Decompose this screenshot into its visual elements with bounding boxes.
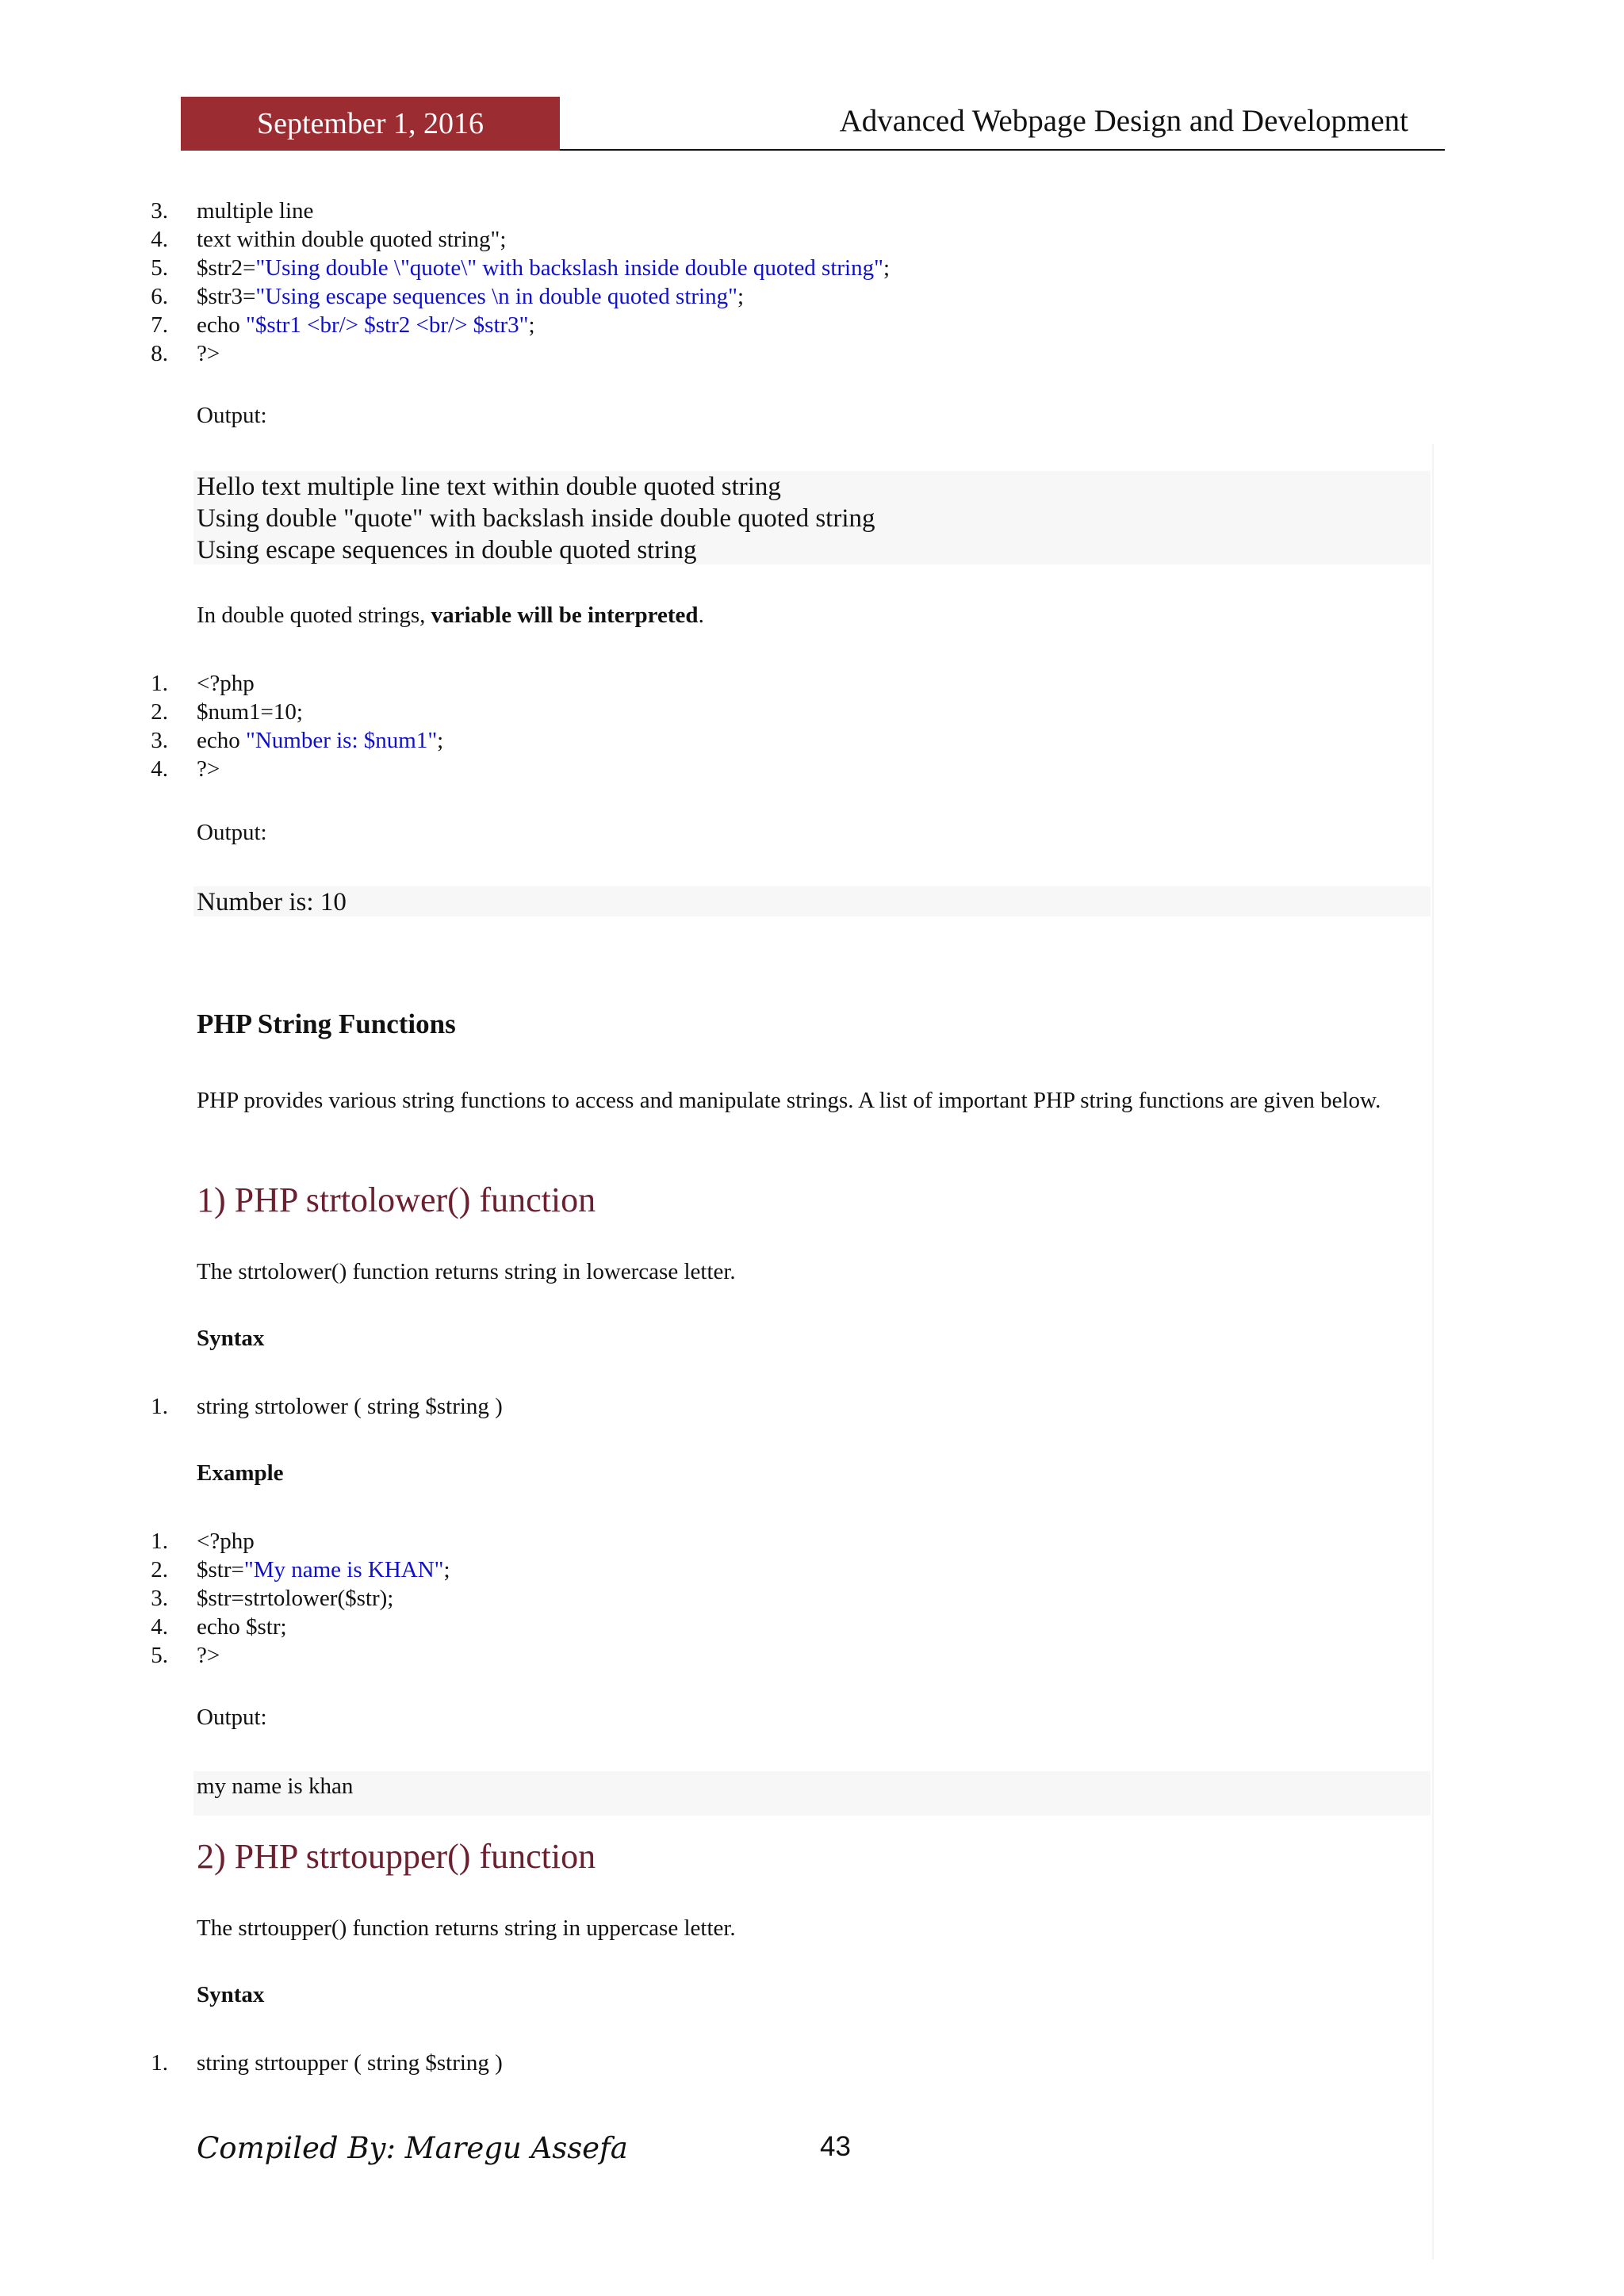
section-intro: PHP provides various string functions to access and manipulate strings. A list of important PHP string functions are given below. [197,1088,1381,1113]
footer-compiled-by: Compiled By: Maregu Assefa [197,2131,628,2165]
line-number: 4. [151,1614,168,1640]
interpretation-note: In double quoted strings, variable will be interpreted. [197,603,704,628]
syntax-label: Syntax [197,1982,265,2007]
line-number: 8. [151,341,168,366]
page-edge-shadow [1432,444,1434,2260]
code-text: string strtoupper ( string $string ) [197,2050,503,2076]
line-number: 4. [151,756,168,782]
function-description: The strtoupper() function returns string in uppercase letter. [197,1915,736,1941]
line-number: 1. [151,2050,168,2076]
line-number: 7. [151,312,168,338]
code-text: $num1=10; [197,699,303,725]
line-number: 6. [151,284,168,309]
output-label: Output: [197,403,267,428]
code-text: $str=strtolower($str); [197,1586,394,1611]
line-number: 1. [151,1394,168,1419]
line-number: 2. [151,699,168,725]
emphasis: variable will be interpreted [431,603,699,628]
line-number: 5. [151,255,168,281]
string-literal: "Number is: $num1" [246,728,438,753]
output-line: Using double "quote" with backslash inside double quoted string [197,504,875,533]
output-box-1 [193,471,1431,564]
output-line: my name is khan [197,1774,354,1799]
code-text: <?php [197,671,255,696]
code-text: <?php [197,1529,255,1554]
code-text: $str="My name is KHAN"; [197,1557,450,1582]
string-literal: "My name is KHAN" [243,1557,444,1582]
code-text: text within double quoted string"; [197,227,507,252]
line-number: 3. [151,1586,168,1611]
code-text: multiple line [197,198,314,224]
code-text: ?> [197,1643,220,1668]
output-box-2 [193,886,1431,916]
line-number: 2. [151,1557,168,1582]
string-literal: "$str1 <br/> $str2 <br/> $str3" [246,312,529,338]
line-number: 1. [151,671,168,696]
function-heading-strtoupper: 2) PHP strtoupper() function [197,1837,596,1876]
code-text: echo "$str1 <br/> $str2 <br/> $str3"; [197,312,535,338]
code-text: string strtolower ( string $string ) [197,1394,503,1419]
output-label: Output: [197,1705,267,1730]
section-title: PHP String Functions [197,1008,456,1039]
output-line: Using escape sequences in double quoted string [197,536,697,564]
line-number: 3. [151,728,168,753]
line-number: 5. [151,1643,168,1668]
output-box-3 [193,1771,1431,1816]
line-number: 3. [151,198,168,224]
code-text: echo $str; [197,1614,287,1640]
code-text: ?> [197,756,220,782]
function-heading-strtolower: 1) PHP strtolower() function [197,1181,596,1219]
output-label: Output: [197,820,267,845]
string-literal: "Using escape sequences \n in double quoted string" [255,284,737,309]
code-text: echo "Number is: $num1"; [197,728,444,753]
page-number: 43 [820,2131,851,2162]
syntax-label: Syntax [197,1326,265,1351]
line-number: 1. [151,1529,168,1554]
code-text: $str3="Using escape sequences \n in double quoted string"; [197,284,744,309]
code-text: $str2="Using double \"quote\" with backslash inside double quoted string"; [197,255,891,281]
output-line: Number is: 10 [197,888,347,916]
line-number: 4. [151,227,168,252]
header-date: September 1, 2016 [181,97,560,151]
header-title: Advanced Webpage Design and Development [839,104,1408,138]
header-rule [560,149,1445,151]
example-label: Example [197,1460,284,1486]
output-line: Hello text multiple line text within double quoted string [197,473,781,501]
code-text: ?> [197,341,220,366]
string-literal: "Using double \"quote\" with backslash inside double quoted string" [255,255,883,281]
function-description: The strtolower() function returns string in lowercase letter. [197,1259,736,1284]
